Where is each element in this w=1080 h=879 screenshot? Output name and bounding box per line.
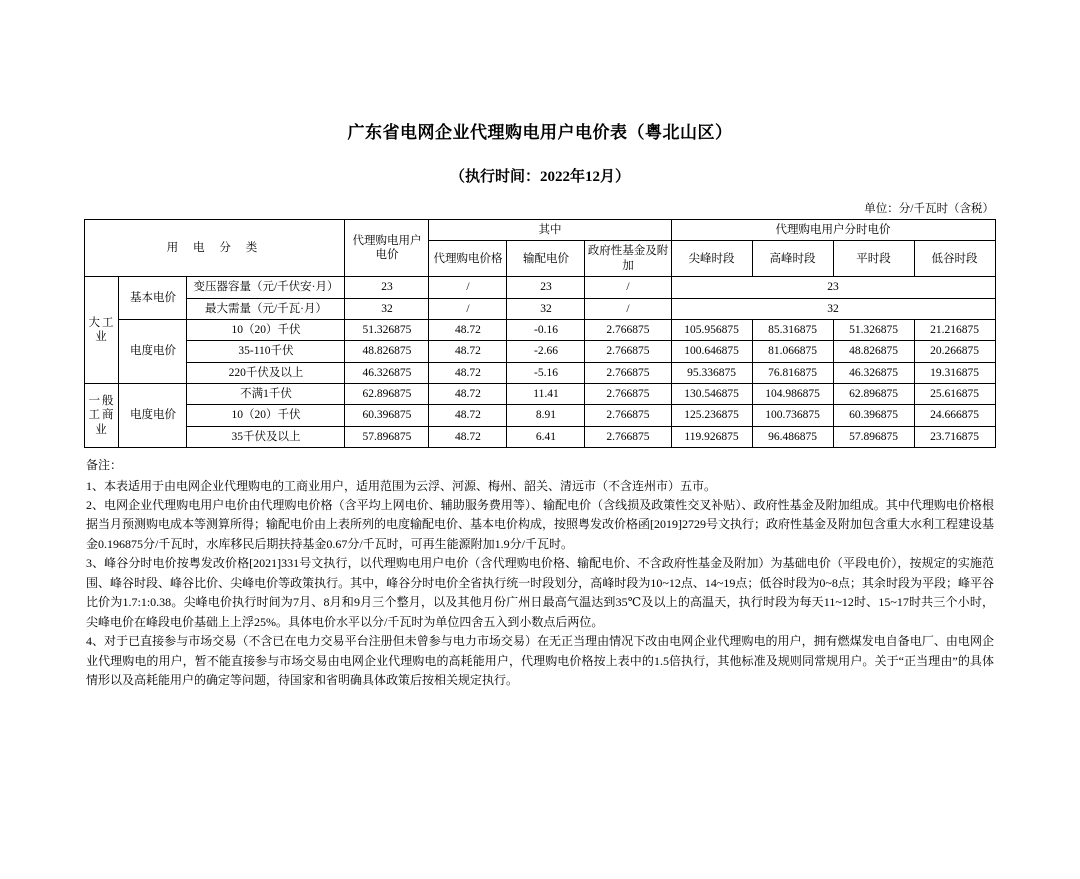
cell-peak-top: 95.336875 [671, 362, 752, 383]
cell-peak: 100.736875 [752, 405, 833, 426]
cell-peak: 85.316875 [752, 319, 833, 340]
cell-peak: 76.816875 [752, 362, 833, 383]
cell-valley: 21.216875 [914, 319, 995, 340]
header-gov-fund: 政府性基金及附加 [585, 241, 671, 277]
cell-valley: 19.316875 [914, 362, 995, 383]
cell-peak: 81.066875 [752, 341, 833, 362]
cell-gov-fund: / [585, 298, 671, 319]
cell-gov-fund: 2.766875 [585, 405, 671, 426]
cell-transmission: -2.66 [507, 341, 585, 362]
table-row [85, 426, 995, 447]
header-agent-rate: 代理购电价格 [429, 241, 507, 277]
table-row [85, 319, 995, 340]
cell-agent-price: 51.326875 [345, 319, 429, 340]
cell-peak-top: 125.236875 [671, 405, 752, 426]
table-header-row-1 [85, 220, 995, 241]
cell-transmission: -5.16 [507, 362, 585, 383]
cell-agent-price: 23 [345, 277, 429, 298]
notes-section [86, 456, 994, 690]
header-category: 用 电 分 类 [85, 220, 345, 277]
cell-agent-price: 46.326875 [345, 362, 429, 383]
cell-gov-fund: 2.766875 [585, 319, 671, 340]
cell-transmission: 11.41 [507, 384, 585, 405]
cell-agent-rate: 48.72 [429, 362, 507, 383]
cell-gov-fund: 2.766875 [585, 384, 671, 405]
cell-transmission: 6.41 [507, 426, 585, 447]
cell-transmission: 8.91 [507, 405, 585, 426]
cell-gov-fund: / [585, 277, 671, 298]
row-label: 35-110千伏 [187, 341, 345, 362]
cell-peak-top: 130.546875 [671, 384, 752, 405]
table-row [85, 405, 995, 426]
cell-valley: 20.266875 [914, 341, 995, 362]
header-flat: 平时段 [833, 241, 914, 277]
cell-peak: 104.986875 [752, 384, 833, 405]
page-subtitle: （执行时间：2022年12月） [449, 169, 630, 185]
cell-tou-merged: 32 [671, 298, 995, 319]
document-page [0, 118, 1080, 879]
cell-flat: 62.896875 [833, 384, 914, 405]
cell-flat: 60.396875 [833, 405, 914, 426]
row-label: 最大需量（元/千瓦·月） [187, 298, 345, 319]
group-label-general-commercial: 一般工商业 [85, 384, 119, 448]
table-row [85, 341, 995, 362]
header-valley: 低谷时段 [914, 241, 995, 277]
table-row [85, 277, 995, 298]
row-label: 220千伏及以上 [187, 362, 345, 383]
cell-flat: 48.826875 [833, 341, 914, 362]
cell-transmission: 23 [507, 277, 585, 298]
cell-agent-price: 48.826875 [345, 341, 429, 362]
cell-transmission: 32 [507, 298, 585, 319]
cell-transmission: -0.16 [507, 319, 585, 340]
cell-gov-fund: 2.766875 [585, 426, 671, 447]
cell-peak-top: 100.646875 [671, 341, 752, 362]
cell-agent-price: 32 [345, 298, 429, 319]
cell-peak-top: 105.956875 [671, 319, 752, 340]
group-label-heavy-industry: 大工业 [85, 277, 119, 384]
cell-peak: 96.486875 [752, 426, 833, 447]
cell-agent-rate: / [429, 298, 507, 319]
cell-valley: 25.616875 [914, 384, 995, 405]
cell-gov-fund: 2.766875 [585, 362, 671, 383]
cell-agent-price: 57.896875 [345, 426, 429, 447]
note-item-3: 3、峰谷分时电价按粤发改价格[2021]331号文执行，以代理购电用户电价（含代理购电价格、输配电价、不含政府性基金及附加）为基础电价（平段电价），按规定的实施范围、峰谷时段、峰谷比价、尖峰电价等政策执行。其中，峰谷分时电价全省执行统一时段划分，高峰时段为10~12点、14~19点；低谷时段为0~8点；其余时段为平段；峰平谷比价为1.7:1:0.38。尖峰电价执行时间为7月、8月和9月三个整月，以及其他月份广州日最高气温达到35℃及以上的高温天，执行时段为每天11~12时、15~17时共三个小时，尖峰电价在峰段电价基础上上浮25%。具体电价水平以分/千瓦时为单位四舍五入到小数点后两位。 [86, 556, 994, 629]
page-title: 广东省电网企业代理购电用户电价表（粤北山区） [347, 123, 733, 142]
cell-agent-price: 62.896875 [345, 384, 429, 405]
note-item-1: 1、本表适用于由电网企业代理购电的工商业用户，适用范围为云浮、河源、梅州、韶关、清远市（不含连州市）五市。 [86, 478, 717, 493]
header-agent-price: 代理购电用户电价 [345, 220, 429, 277]
cell-flat: 57.896875 [833, 426, 914, 447]
cell-tou-merged: 23 [671, 277, 995, 298]
notes-heading: 备注： [86, 458, 123, 473]
note-item-4: 4、对于已直接参与市场交易（不含已在电力交易平台注册但未曾参与电力市场交易）在无正当理由情况下改由电网企业代理购电的用户，拥有燃煤发电自备电厂、由电网企业代理购电的用户，暂不能直接参与市场交易由电网企业代理购电的高耗能用户，代理购电价格按上表中的1.5倍执行，其他标准及规则同常规用户。关于“正当理由”的具体情形以及高耗能用户的确定等问题，待国家和省明确具体政策后按相关规定执行。 [86, 634, 994, 687]
cell-agent-rate: / [429, 277, 507, 298]
cell-gov-fund: 2.766875 [585, 341, 671, 362]
header-peak: 高峰时段 [752, 241, 833, 277]
table-row [85, 298, 995, 319]
note-item-2: 2、电网企业代理购电用户电价由代理购电价格（含平均上网电价、辅助服务费用等）、输配电价（含线损及政策性交叉补贴）、政府性基金及附加组成。其中代理购电价格根据当月预测购电成本等测算所得；输配电价由上表所列的电度输配电价、基本电价构成，按照粤发改价格函[2019]2729号文执行；政府性基金及附加包含重大水利工程建设基金0.196875分/千瓦时，水库移民后期扶持基金0.67分/千瓦时，可再生能源附加1.9分/千瓦时。 [86, 498, 994, 551]
section-label-energy-price: 电度电价 [119, 384, 187, 448]
cell-agent-rate: 48.72 [429, 426, 507, 447]
header-time-of-use: 代理购电用户分时电价 [671, 220, 995, 241]
row-label: 35千伏及以上 [187, 426, 345, 447]
cell-valley: 24.666875 [914, 405, 995, 426]
section-label-energy-price: 电度电价 [119, 319, 187, 383]
header-peak-top: 尖峰时段 [671, 241, 752, 277]
cell-flat: 51.326875 [833, 319, 914, 340]
table-row [85, 384, 995, 405]
row-label: 10（20）千伏 [187, 405, 345, 426]
row-label: 10（20）千伏 [187, 319, 345, 340]
cell-peak-top: 119.926875 [671, 426, 752, 447]
unit-note: 单位：分/千瓦时（含税） [864, 203, 994, 215]
row-label: 变压器容量（元/千伏安·月） [187, 277, 345, 298]
row-label: 不满1千伏 [187, 384, 345, 405]
cell-agent-rate: 48.72 [429, 405, 507, 426]
electricity-price-table [84, 219, 995, 448]
table-row [85, 362, 995, 383]
cell-valley: 23.716875 [914, 426, 995, 447]
header-transmission-price: 输配电价 [507, 241, 585, 277]
section-label-basic-price: 基本电价 [119, 277, 187, 320]
cell-agent-rate: 48.72 [429, 384, 507, 405]
cell-agent-price: 60.396875 [345, 405, 429, 426]
cell-agent-rate: 48.72 [429, 341, 507, 362]
cell-agent-rate: 48.72 [429, 319, 507, 340]
header-among-which: 其中 [429, 220, 671, 241]
cell-flat: 46.326875 [833, 362, 914, 383]
